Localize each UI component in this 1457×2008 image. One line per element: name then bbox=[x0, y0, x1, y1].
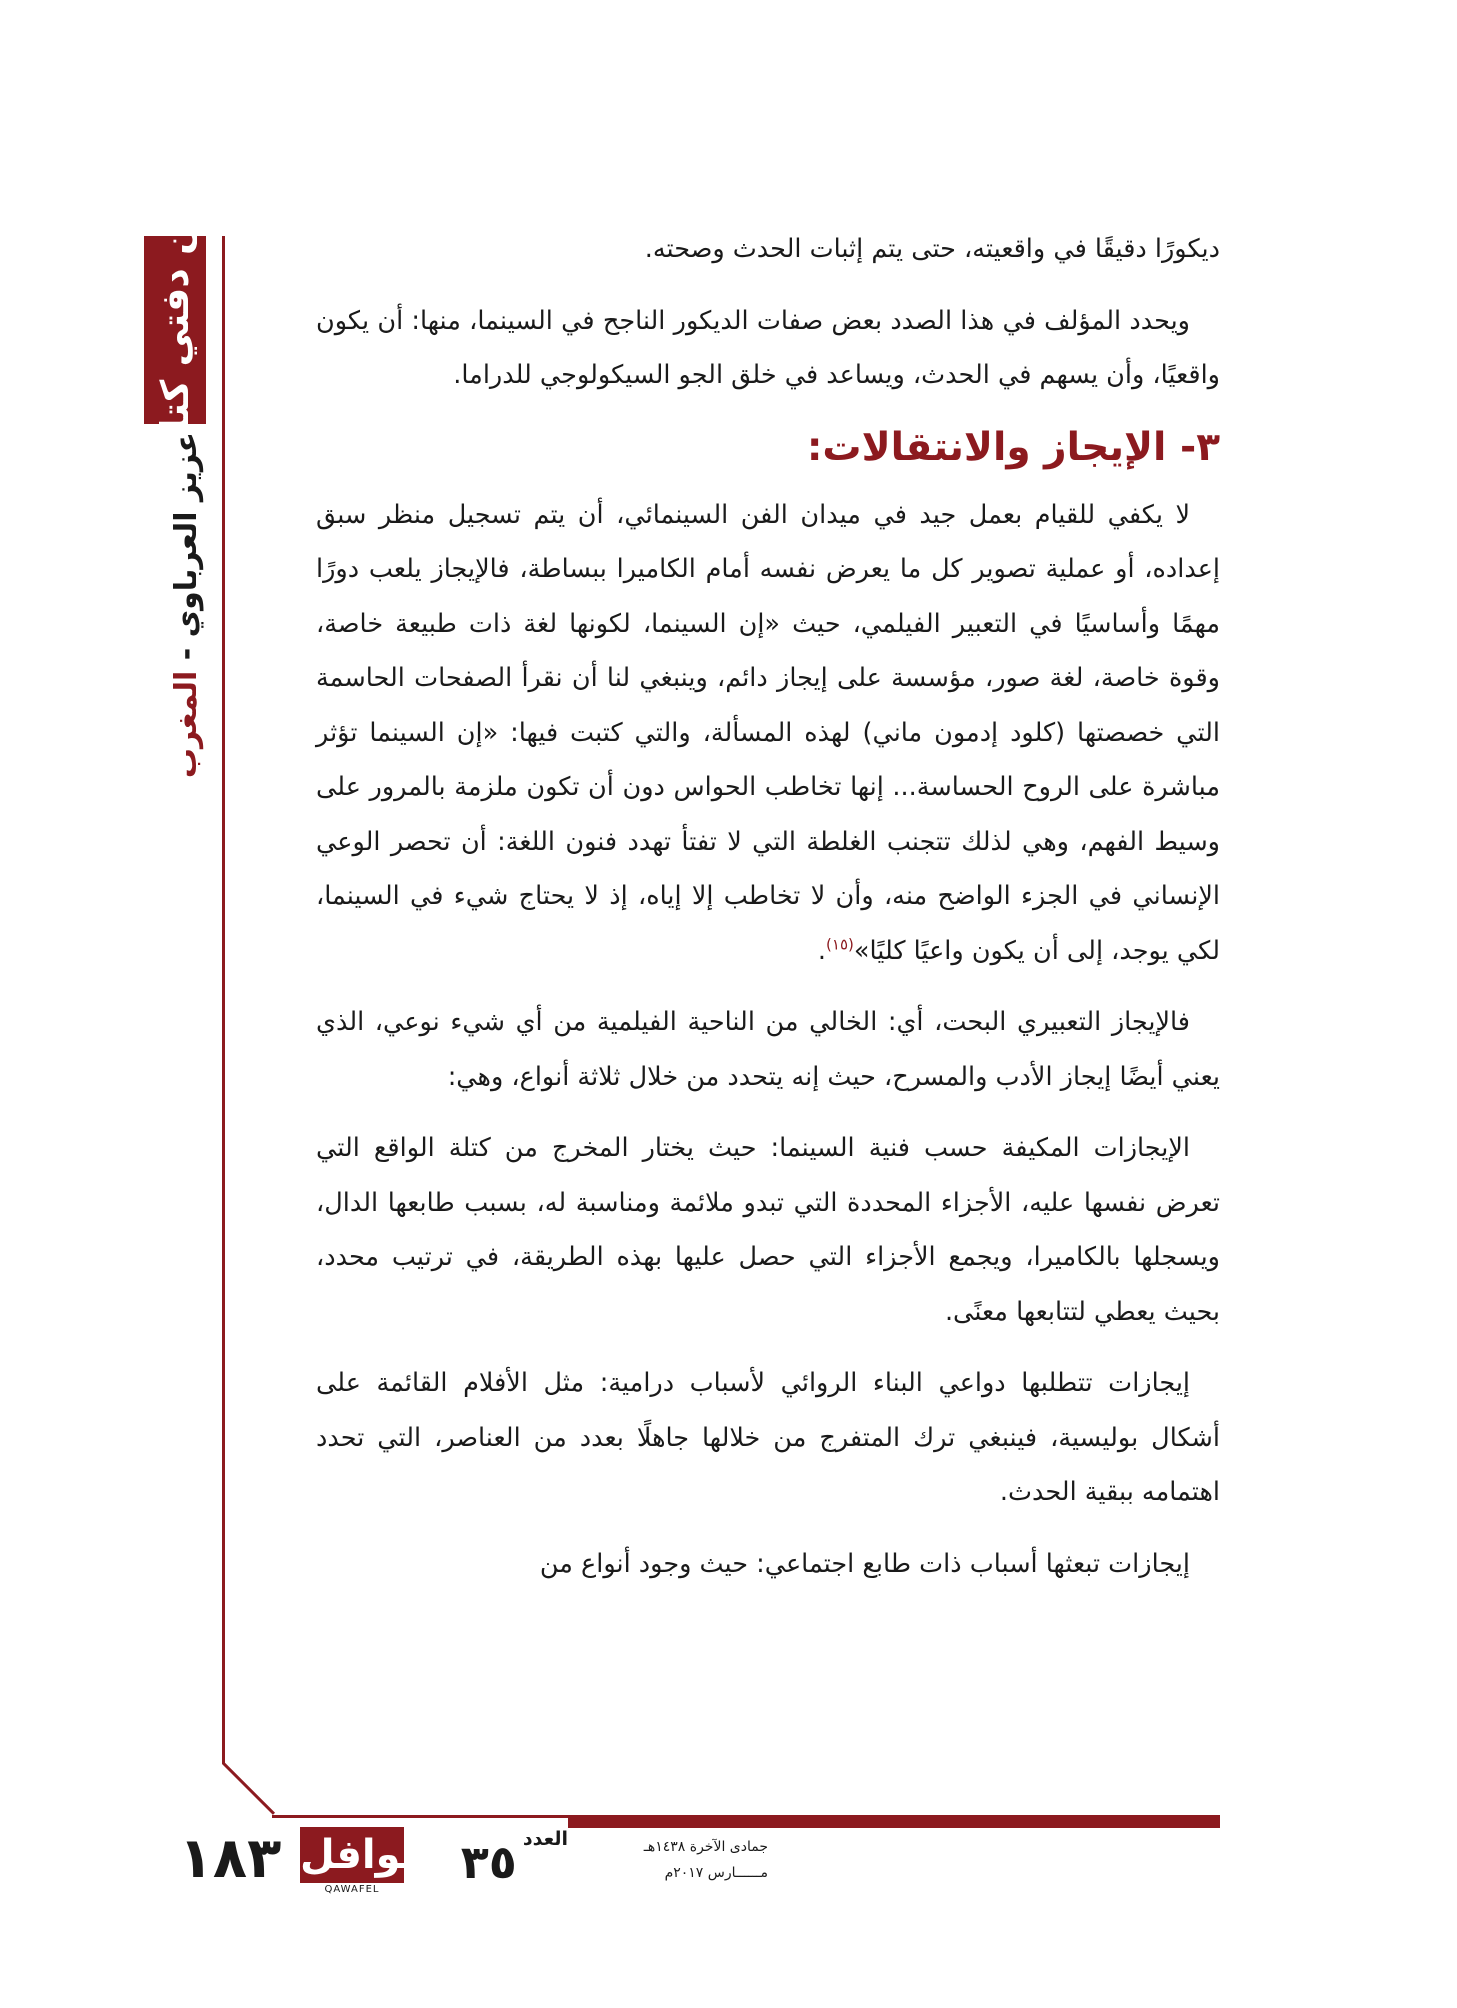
issue-label: العدد bbox=[522, 1828, 568, 1850]
paragraph-2: ويحدد المؤلف في هذا الصدد بعض صفات الديكور الناجح في السينما، منها: أن يكون واقعيًا، وأن يسهم في الحدث، ويساعد في خلق الجو السيكولوجي للدراما. bbox=[316, 305, 1220, 390]
page-number: ١٨٣ bbox=[178, 1826, 282, 1891]
paragraph-7: إيجازات تبعثها أسباب ذات طابع اجتماعي: حيث وجود أنواع من bbox=[539, 1548, 1190, 1579]
section-tab bbox=[144, 190, 206, 470]
magazine-logo bbox=[296, 1822, 427, 1902]
footer-bar bbox=[568, 1815, 1220, 1828]
article-body bbox=[316, 222, 1220, 1762]
paragraph-4: فالإيجاز التعبيري البحت، أي: الخالي من الناحية الفيلمية من أي شيء نوعي، الذي يعني أيضًا إيجاز الأدب والمسرح، حيث إنه يتحدد من خلال ثلاثة أنواع، وهي: bbox=[316, 1007, 1220, 1092]
section-heading: ٣- الإيجاز والانتقالات: bbox=[806, 424, 1220, 470]
section-tab-label: بين دفتي كتاب bbox=[153, 190, 197, 470]
author-dash: - bbox=[168, 637, 204, 671]
paragraph-3-text: لا يكفي للقيام بعمل جيد في ميدان الفن السينمائي، أن يتم تسجيل منظر سبق إعداده، أو عملية تصوير كل ما يعرض نفسه أمام الكاميرا ببساطة، فالإيجاز يلعب دورًا مهمًا وأساسيًا في التعبير الفيلمي، حيث «إن السينما، لكونها لغة ذات طبيعة خاصة، وقوة خاصة، لغة صور، مؤسسة على إيجاز دائم، وينبغي لنا أن نقرأ الصفحات الحاسمة التي خصصتها (كلود إدمون ماني) لهذه المسألة، والتي كتبت فيها: «إن السينما تؤثر مباشرة على الروح الحساسة... إنها تخاطب الحواس دون أن تكون ملزمة بالمرور على وسيط الفهم، وهي لذلك تتجنب الغلطة التي لا تفتأ تهدد فنون اللغة: أن تحصر الوعي الإنساني في الجزء الواضح منه، وأن لا تخاطب إلا إياه، إذ لا يحتاج شيء في السينما، لكي يوجد، إلى أن يكون واعيًا كليًا» bbox=[316, 499, 1220, 966]
magazine-name: قوافل bbox=[300, 1827, 404, 1883]
issue-dates bbox=[568, 1834, 768, 1890]
magazine-latin: QAWAFEL bbox=[324, 1884, 380, 1895]
hijri-date: جمادى الآخرة ١٤٣٨هـ bbox=[643, 1839, 768, 1855]
author-byline bbox=[162, 432, 210, 792]
issue-block bbox=[412, 1826, 568, 1898]
paragraph-1: ديكورًا دقيقًا في واقعيته، حتى يتم إثبات الحدث وصحته. bbox=[644, 234, 1220, 264]
margin-rule-vertical bbox=[222, 236, 225, 1764]
paragraph-5: الإيجازات المكيفة حسب فنية السينما: حيث يختار المخرج من كتلة الواقع التي تعرض نفسها عليه، الأجزاء المحددة التي تبدو ملائمة ومناسبة له، بسبب طابعها الدال، ويسجلها بالكاميرا، ويجمع الأجزاء التي حصل عليها بهذه الطريقة، في ترتيب محدد، بحيث يعطي لتتابعها معنًى. bbox=[316, 1133, 1220, 1327]
paragraph-3-end: . bbox=[817, 935, 827, 966]
gregorian-date: مــــــارس ٢٠١٧م bbox=[664, 1865, 768, 1881]
margin-rule-diagonal bbox=[222, 1762, 275, 1815]
paragraph-6: إيجازات تتطلبها دواعي البناء الروائي لأسباب درامية: مثل الأفلام القائمة على أشكال بوليسية، فينبغي ترك المتفرج من خلالها جاهلًا بعدد من العناصر، التي تحدد اهتمامه ببقية الحدث. bbox=[316, 1368, 1220, 1507]
paragraph-3 bbox=[316, 488, 1220, 979]
issue-number: ٣٥ bbox=[460, 1835, 517, 1889]
author-country: المغرب bbox=[168, 670, 204, 779]
footnote-marker: (١٥) bbox=[826, 935, 854, 953]
author-name: عزيز العرباوي bbox=[168, 432, 204, 638]
